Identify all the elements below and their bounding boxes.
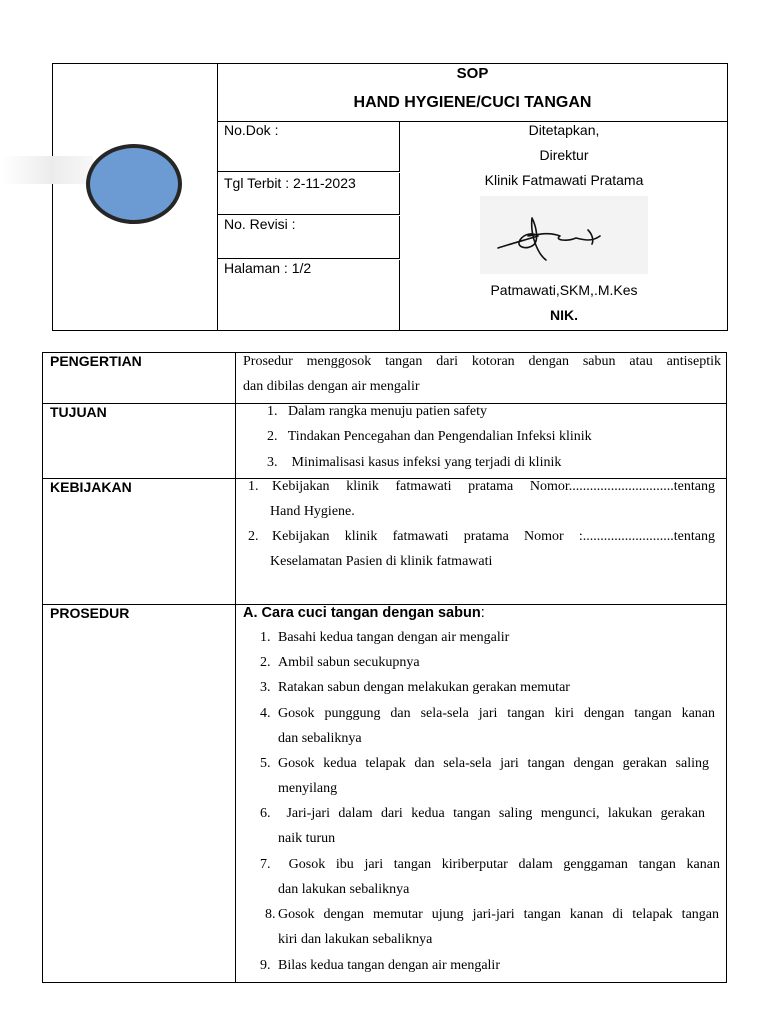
step-text: Ambil sabun secukupnya xyxy=(278,655,420,670)
no-dok-cell xyxy=(218,122,400,172)
kebijakan-label: KEBIJAKAN xyxy=(50,479,132,495)
row-prosedur xyxy=(43,605,726,982)
step-number: 3. xyxy=(260,680,271,695)
step-number: 8. xyxy=(265,907,276,922)
step-text-continuation: kiri dan lakukan sebaliknya xyxy=(278,932,433,947)
no-dok-label: No.Dok : xyxy=(224,122,279,138)
row-label xyxy=(43,353,236,403)
pengertian-content xyxy=(237,353,726,403)
step-number: 7. xyxy=(260,857,271,872)
prosedur-label: PROSEDUR xyxy=(50,605,130,621)
row-label xyxy=(43,479,236,604)
step-text: Ratakan sabun dengan melakukan gerakan memutar xyxy=(278,680,570,695)
row-kebijakan xyxy=(43,479,726,605)
list-item-continuation: Keselamatan Pasien di klinik fatmawati xyxy=(270,554,493,569)
pengertian-label: PENGERTIAN xyxy=(50,353,142,369)
tgl-terbit-cell xyxy=(218,173,400,215)
logo-cell xyxy=(53,64,218,330)
step-text-continuation: naik turun xyxy=(278,831,336,846)
halaman-cell xyxy=(218,260,400,330)
step-text-continuation: menyilang xyxy=(278,781,338,796)
sop-header-table xyxy=(52,63,728,331)
doc-title: HAND HYGIENE/CUCI TANGAN xyxy=(353,94,592,111)
director-name: Patmawati,SKM,.M.Kes xyxy=(490,282,638,298)
row-label xyxy=(43,605,236,982)
clinic-logo xyxy=(86,144,182,224)
prosedur-content xyxy=(237,605,726,982)
no-revisi-cell xyxy=(218,216,400,259)
step-text: Gosok ibu jari tangan kiriberputar dalam genggaman tangan kanan xyxy=(278,857,720,872)
step-text: Bilas kedua tangan dengan air mengalir xyxy=(278,958,500,973)
clinic-name: Klinik Fatmawati Pratama xyxy=(484,172,644,188)
list-item: 3. Minimalisasi kasus infeksi yang terjadi di klinik xyxy=(267,455,562,470)
step-text: Basahi kedua tangan dengan air mengalir xyxy=(278,630,510,645)
doc-type-title: SOP xyxy=(456,65,489,82)
row-tujuan xyxy=(43,404,726,479)
tgl-terbit-label: Tgl Terbit : 2-11-2023 xyxy=(224,175,356,191)
step-number: 1. xyxy=(260,630,271,645)
step-number: 2. xyxy=(260,655,271,670)
subheading-colon: : xyxy=(480,605,485,621)
approval-cell xyxy=(401,122,727,330)
list-item: 2. Tindakan Pencegahan dan Pengendalian Infeksi klinik xyxy=(267,429,592,444)
list-item: Kebijakan klinik fatmawati pratama Nomor :..........................tentang xyxy=(272,529,715,544)
title-cell xyxy=(218,64,727,122)
subheading-text: A. Cara cuci tangan dengan sabun xyxy=(243,605,481,621)
row-label xyxy=(43,404,236,478)
ditetapkan-label: Ditetapkan, xyxy=(528,122,600,138)
signature-image xyxy=(480,196,648,274)
step-number: 6. xyxy=(260,806,271,821)
step-number: 4. xyxy=(260,706,271,721)
halaman-label: Halaman : 1/2 xyxy=(224,260,312,276)
procedure-subheading xyxy=(243,605,485,621)
list-item: Kebijakan klinik fatmawati pratama Nomor..............................tentang xyxy=(272,479,715,494)
step-number: 9. xyxy=(260,958,271,973)
nik-label: NIK. xyxy=(550,307,578,323)
list-number: 1. xyxy=(248,479,259,494)
step-text: Gosok kedua telapak dan sela-sela jari tangan dengan gerakan saling xyxy=(278,756,709,771)
kebijakan-content xyxy=(237,479,726,604)
step-text-continuation: dan sebaliknya xyxy=(278,731,362,746)
signature-icon xyxy=(480,196,648,274)
step-text: Gosok dengan memutar ujung jari-jari tangan kanan di telapak tangan xyxy=(278,907,719,922)
director-role: Direktur xyxy=(539,147,589,163)
list-number: 2. xyxy=(248,529,259,544)
list-item-continuation: Hand Hygiene. xyxy=(270,504,355,519)
list-item: 1. Dalam rangka menuju patien safety xyxy=(267,404,488,419)
step-text: Jari-jari dalam dari kedua tangan saling mengunci, lakukan gerakan xyxy=(278,806,705,821)
tujuan-label: TUJUAN xyxy=(50,404,107,420)
step-text: Gosok punggung dan sela-sela jari tangan kiri dengan tangan kanan xyxy=(278,706,715,721)
tujuan-content xyxy=(237,404,726,478)
step-number: 5. xyxy=(260,756,271,771)
no-revisi-label: No. Revisi : xyxy=(224,216,296,232)
row-pengertian xyxy=(43,353,726,404)
logo-shadow xyxy=(1,156,93,184)
step-text-continuation: dan lakukan sebaliknya xyxy=(278,882,410,897)
pengertian-line: Prosedur menggosok tangan dari kotoran dengan sabun atau antiseptik xyxy=(243,354,721,369)
sop-content-table xyxy=(42,352,727,983)
pengertian-line: dan dibilas dengan air mengalir xyxy=(243,379,420,394)
